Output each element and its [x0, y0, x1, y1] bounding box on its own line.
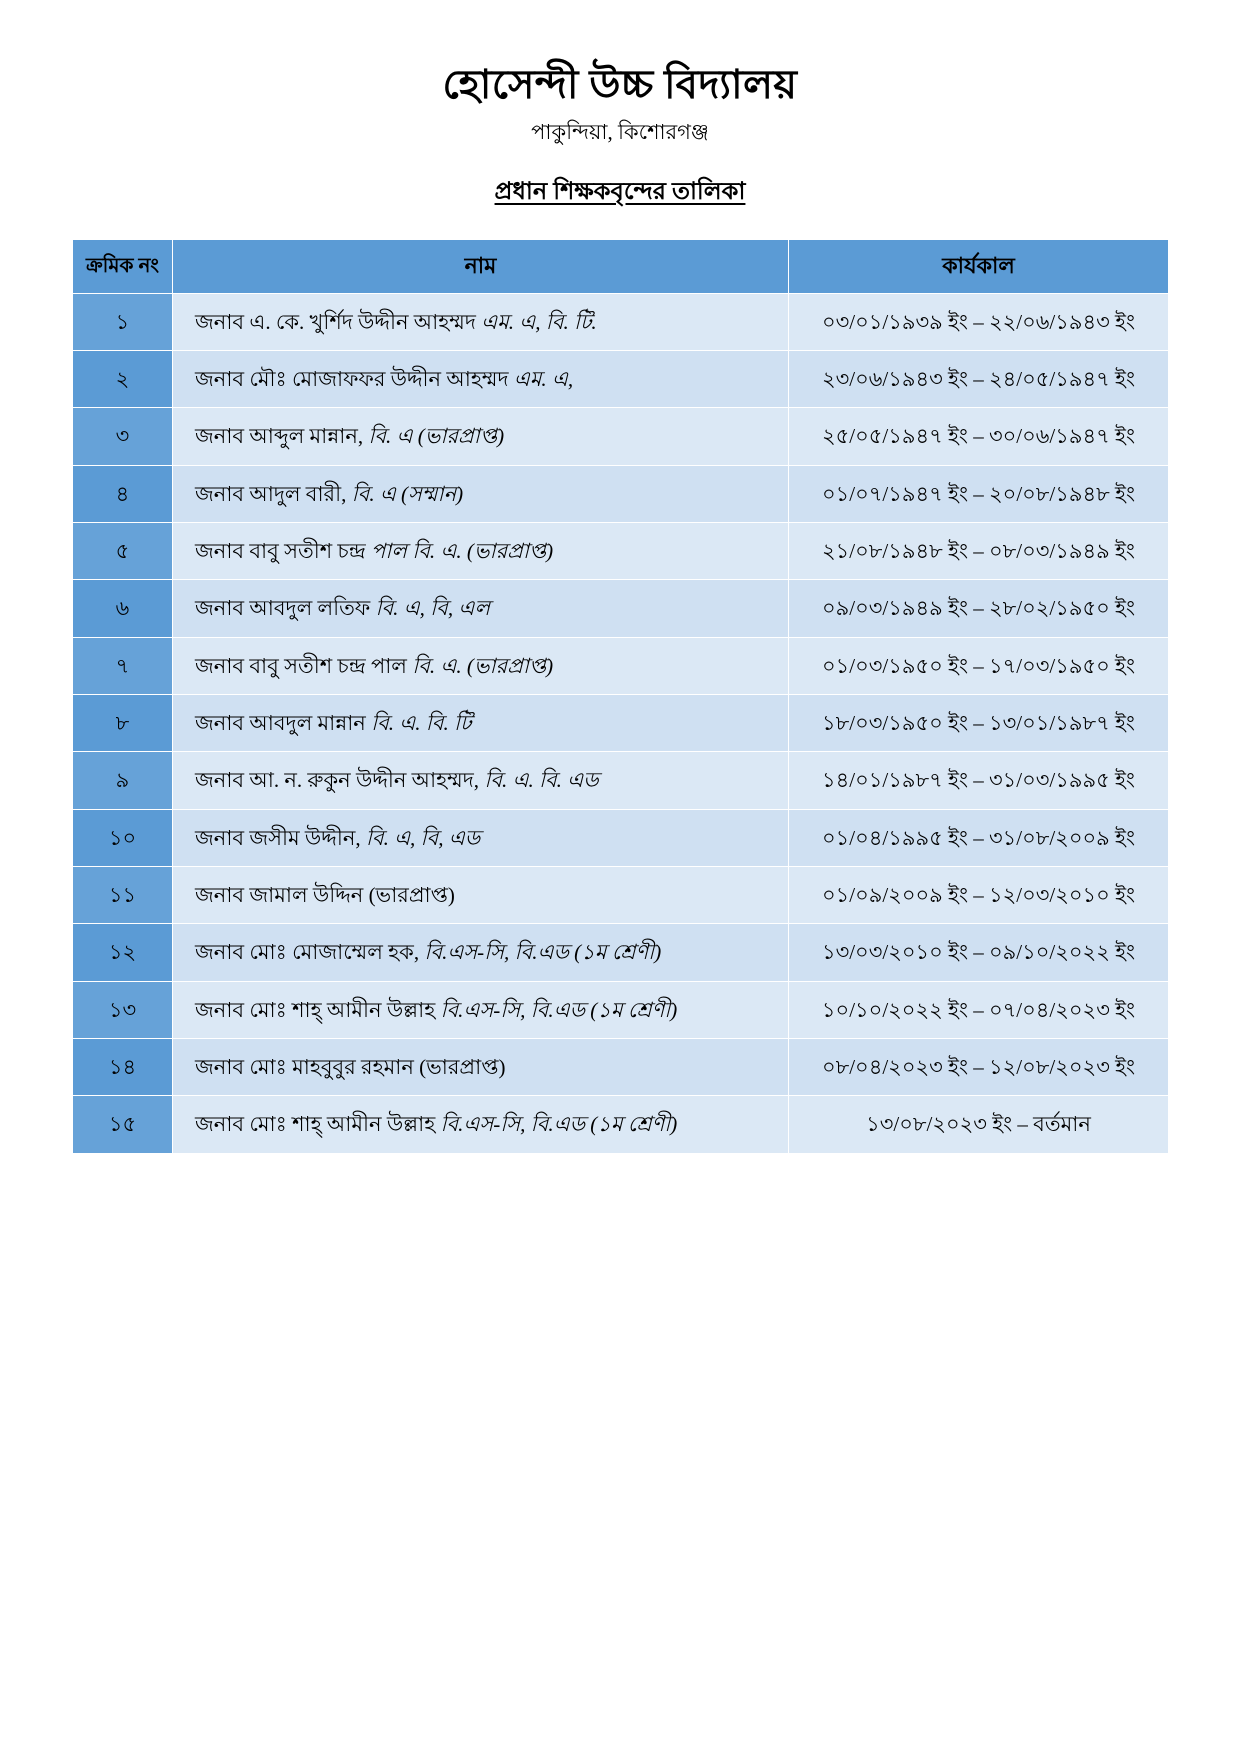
- teacher-name: জনাব মোঃ মাহবুবুর রহমান (ভারপ্রাপ্ত): [195, 1055, 506, 1080]
- table-row: [73, 752, 1169, 809]
- cell-serial: ১০: [73, 809, 173, 866]
- cell-term: ০৩/০১/১৯৩৯ ইং – ২২/০৬/১৯৪৩ ইং: [789, 293, 1169, 350]
- cell-serial: ১৪: [73, 1039, 173, 1096]
- cell-name: [173, 1096, 789, 1153]
- school-name: হোসেন্দী উচ্চ বিদ্যালয়: [442, 62, 798, 107]
- cell-name: [173, 293, 789, 350]
- table-row: [73, 580, 1169, 637]
- teacher-name: জনাব মৌঃ মোজাফফর উদ্দীন আহম্মদ: [195, 366, 514, 391]
- table-header: [73, 240, 1169, 294]
- table-row: [73, 1039, 1169, 1096]
- cell-serial: ৯: [73, 752, 173, 809]
- table-row: [73, 637, 1169, 694]
- cell-name: [173, 752, 789, 809]
- cell-term: ০১/০৭/১৯৪৭ ইং – ২০/০৮/১৯৪৮ ইং: [789, 465, 1169, 522]
- cell-serial: ১১: [73, 867, 173, 924]
- teacher-degree: বি. এ, বি, এড: [365, 825, 481, 850]
- document-header: [72, 60, 1168, 213]
- cell-serial: ১: [73, 293, 173, 350]
- table-row: [73, 408, 1169, 465]
- table-row: [73, 809, 1169, 866]
- cell-serial: ১২: [73, 924, 173, 981]
- column-header-name: নাম: [173, 240, 789, 294]
- cell-serial: ৪: [73, 465, 173, 522]
- teacher-name: জনাব মোঃ মোজাম্মেল হক,: [195, 940, 425, 965]
- table-row: [73, 981, 1169, 1038]
- table-header-row: [73, 240, 1169, 294]
- teacher-degree: বি.এস-সি, বি.এড (১ম শ্রেণী): [440, 997, 678, 1022]
- column-header-term: কার্যকাল: [789, 240, 1169, 294]
- teacher-degree: পাল বি. এ. (ভারপ্রাপ্ত): [370, 538, 554, 563]
- table-row: [73, 465, 1169, 522]
- school-address: পাকুন্দিয়া, কিশোরগঞ্জ: [531, 120, 709, 144]
- cell-term: ০৮/০৪/২০২৩ ইং – ১২/০৮/২০২৩ ইং: [789, 1039, 1169, 1096]
- cell-name: [173, 1039, 789, 1096]
- cell-name: [173, 465, 789, 522]
- cell-name: [173, 809, 789, 866]
- cell-term: ১৩/০৮/২০২৩ ইং – বর্তমান: [789, 1096, 1169, 1153]
- cell-serial: ৭: [73, 637, 173, 694]
- teacher-degree: এম. এ, বি. টি.: [481, 309, 597, 334]
- cell-name: [173, 522, 789, 579]
- cell-name: [173, 637, 789, 694]
- cell-name: [173, 408, 789, 465]
- teacher-degree: বি. এ. বি. টি: [371, 711, 472, 735]
- cell-term: ২৫/০৫/১৯৪৭ ইং – ৩০/০৬/১৯৪৭ ইং: [789, 408, 1169, 465]
- cell-name: [173, 981, 789, 1038]
- headmasters-table: [72, 239, 1169, 1154]
- cell-serial: ১৩: [73, 981, 173, 1038]
- cell-name: [173, 695, 789, 752]
- cell-term: ১৪/০১/১৯৮৭ ইং – ৩১/০৩/১৯৯৫ ইং: [789, 752, 1169, 809]
- teacher-degree: বি. এ, বি, এল: [375, 596, 490, 621]
- teacher-name: জনাব এ. কে. খুর্শিদ উদ্দীন আহম্মদ: [195, 309, 482, 334]
- teacher-degree: এম. এ,: [513, 366, 574, 391]
- cell-name: [173, 867, 789, 924]
- teacher-degree: বি. এ (ভারপ্রাপ্ত): [368, 424, 505, 449]
- table-row: [73, 867, 1169, 924]
- cell-serial: ৮: [73, 695, 173, 752]
- page-title: প্রধান শিক্ষকবৃন্দের তালিকা: [494, 179, 746, 205]
- teacher-degree: বি. এ (সম্মান): [351, 481, 464, 506]
- teacher-name: জনাব বাবু সতীশ চন্দ্র: [195, 538, 371, 563]
- table-row: [73, 1096, 1169, 1153]
- teacher-degree: বি. এ. বি. এড: [484, 768, 599, 793]
- column-header-serial: ক্রমিক নং: [73, 240, 173, 294]
- cell-term: ১৩/০৩/২০১০ ইং – ০৯/১০/২০২২ ইং: [789, 924, 1169, 981]
- table-row: [73, 293, 1169, 350]
- table-row: [73, 350, 1169, 407]
- table-row: [73, 924, 1169, 981]
- cell-serial: ৫: [73, 522, 173, 579]
- teacher-name: জনাব আবদুল লতিফ: [195, 596, 376, 621]
- teacher-name: জনাব জামাল উদ্দিন (ভারপ্রাপ্ত): [195, 883, 455, 908]
- cell-term: ১০/১০/২০২২ ইং – ০৭/০৪/২০২৩ ইং: [789, 981, 1169, 1038]
- teacher-name: জনাব জসীম উদ্দীন,: [195, 825, 366, 850]
- cell-serial: ৩: [73, 408, 173, 465]
- cell-term: ২৩/০৬/১৯৪৩ ইং – ২৪/০৫/১৯৪৭ ইং: [789, 350, 1169, 407]
- teacher-degree: বি.এস-সি, বি.এড (১ম শ্রেণী): [440, 1112, 678, 1137]
- cell-term: ০১/০৪/১৯৯৫ ইং – ৩১/০৮/২০০৯ ইং: [789, 809, 1169, 866]
- cell-serial: ২: [73, 350, 173, 407]
- cell-name: [173, 924, 789, 981]
- cell-name: [173, 350, 789, 407]
- cell-term: ১৮/০৩/১৯৫০ ইং – ১৩/০১/১৯৮৭ ইং: [789, 695, 1169, 752]
- teacher-name: জনাব আবদুল মান্নান: [195, 711, 372, 735]
- teacher-degree: বি. এ. (ভারপ্রাপ্ত): [412, 653, 554, 678]
- table-row: [73, 695, 1169, 752]
- cell-term: ২১/০৮/১৯৪৮ ইং – ০৮/০৩/১৯৪৯ ইং: [789, 522, 1169, 579]
- cell-term: ০৯/০৩/১৯৪৯ ইং – ২৮/০২/১৯৫০ ইং: [789, 580, 1169, 637]
- teacher-name: জনাব আব্দুল মান্নান,: [195, 424, 369, 449]
- cell-serial: ৬: [73, 580, 173, 637]
- cell-name: [173, 580, 789, 637]
- cell-serial: ১৫: [73, 1096, 173, 1153]
- cell-term: ০১/০৯/২০০৯ ইং – ১২/০৩/২০১০ ইং: [789, 867, 1169, 924]
- table-row: [73, 522, 1169, 579]
- teacher-name: জনাব আদুল বারী,: [195, 481, 352, 506]
- teacher-name: জনাব বাবু সতীশ চন্দ্র পাল: [195, 653, 413, 678]
- teacher-name: জনাব মোঃ শাহ্ আমীন উল্লাহ: [195, 1112, 441, 1137]
- teacher-degree: বি.এস-সি, বি.এড (১ম শ্রেণী): [424, 940, 662, 965]
- table-body: [73, 293, 1169, 1153]
- cell-term: ০১/০৩/১৯৫০ ইং – ১৭/০৩/১৯৫০ ইং: [789, 637, 1169, 694]
- teacher-name: জনাব আ. ন. রুকুন উদ্দীন আহম্মদ,: [195, 768, 485, 793]
- teacher-name: জনাব মোঃ শাহ্ আমীন উল্লাহ: [195, 997, 441, 1022]
